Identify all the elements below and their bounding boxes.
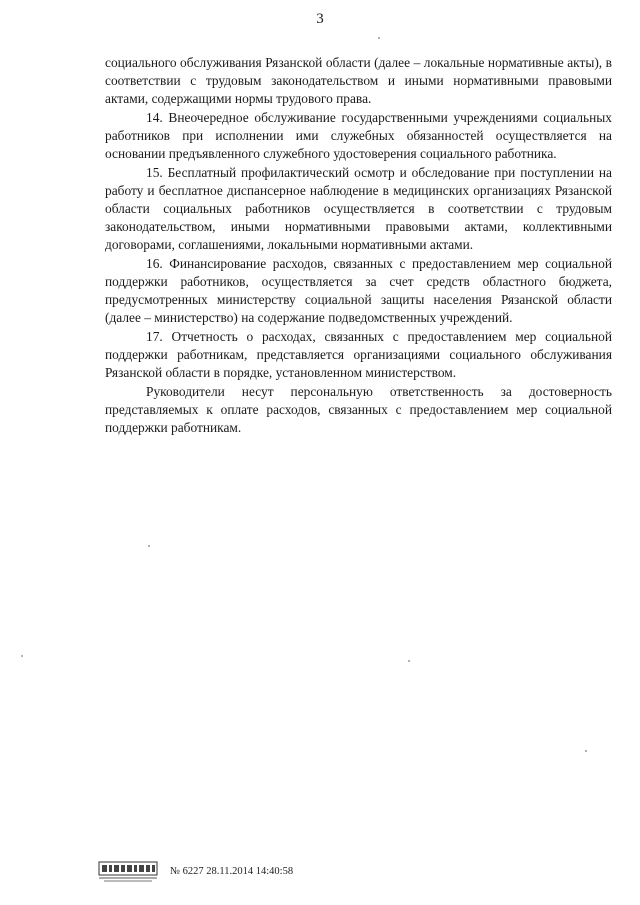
scan-artifact [585, 750, 587, 752]
paragraph: социального обслуживания Рязанской области (далее – локальные нормативные акты), в соответствии с трудовым законодательством и иными нормативными правовыми актами, содержащими нормы трудового права. [105, 55, 612, 106]
scan-artifact [21, 655, 23, 657]
scan-artifact [408, 660, 410, 662]
registry-stamp-icon [98, 859, 158, 883]
page-number: 3 [316, 11, 324, 27]
scan-artifact [148, 545, 150, 547]
paragraph: 16. Финансирование расходов, связанных с предоставлением мер социальной поддержки работников, осуществляется за счет средств областного бюджета, предусмотренных министерству социальной защиты населения Рязанской области (далее – министерство) на содержание подведомственных учреждений. [105, 256, 612, 325]
document-stamp: № 6227 28.11.2014 14:40:58 [170, 866, 294, 877]
footer [98, 853, 293, 883]
paragraph: 17. Отчетность о расходах, связанных с предоставлением мер социальной поддержки работникам, представляется организациями социального обслуживания Рязанской области в порядке, установленном министерством. [105, 329, 612, 380]
document-body [105, 54, 612, 438]
scan-artifact [378, 37, 380, 39]
paragraph: Руководители несут персональную ответственность за достоверность представляемых к оплате расходов, связанных с предоставлением мер социальной поддержки работникам. [105, 384, 612, 435]
paragraph: 14. Внеочередное обслуживание государственными учреждениями социальных работников при исполнении ими служебных обязанностей осуществляется на основании предъявленного служебного удостоверения социального работника. [105, 110, 612, 161]
paragraph: 15. Бесплатный профилактический осмотр и обследование при поступлении на работу и бесплатное диспансерное наблюдение в медицинских организациях Рязанской области социальных работников осуществляется в соответствии с трудовым законодательством, иными нормативными правовыми актами, коллективными договорами, соглашениями, локальными нормативными актами. [105, 165, 612, 252]
